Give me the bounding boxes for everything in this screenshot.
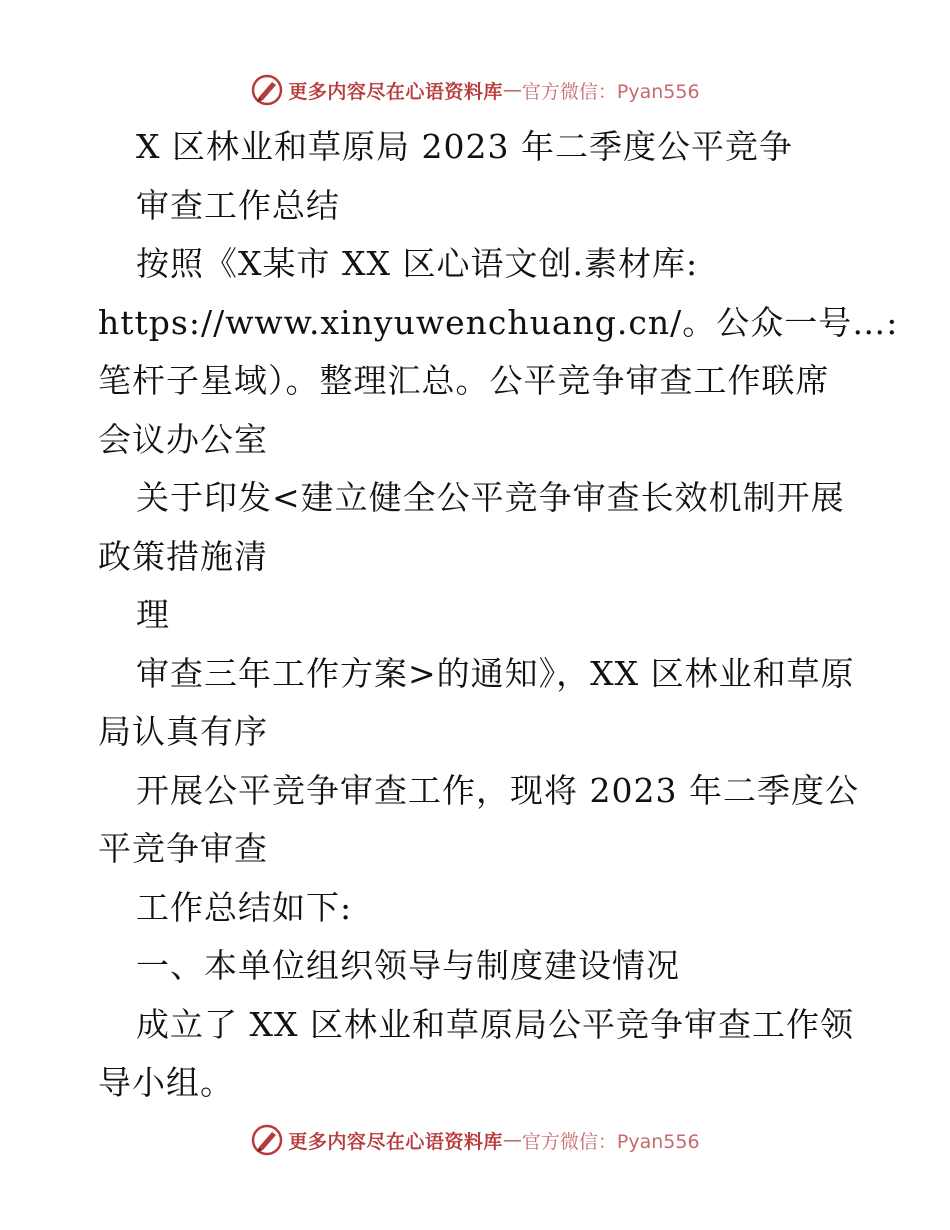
footer-banner (0, 1120, 950, 1160)
header-banner-wechat: 官方微信：Pyan556 (521, 80, 700, 103)
header-banner-text: 更多内容尽在心语资料库 (288, 80, 503, 103)
footer-banner-separator: — (502, 1129, 522, 1151)
doc-line: 成立了 XX 区林业和草原局公平竞争审查工作领 (136, 1004, 854, 1044)
doc-line: 开展公平竞争审查工作，现将 2023 年二季度公 (136, 770, 859, 810)
doc-line: 关于印发<建立健全公平竞争审查长效机制开展 (136, 478, 845, 517)
doc-line-url: https://www.xinyuwenchuang.cn/。公众一号…: (98, 302, 899, 342)
doc-line: 审查三年工作方案>的通知》，XX 区林业和草原 (136, 653, 855, 693)
document-body (98, 118, 899, 1113)
doc-line: 政策措施清 (98, 536, 268, 576)
doc-line: 笔杆子星域）。整理汇总。公平竞争审查工作联席 (98, 361, 830, 400)
doc-line: 会议办公室 (98, 419, 268, 459)
pen-logo-icon (250, 73, 284, 107)
doc-line: 按照《X某市 XX 区心语文创.素材库: (136, 244, 699, 283)
footer-banner-wechat: 官方微信：Pyan556 (521, 1130, 700, 1153)
doc-line: 局认真有序 (98, 712, 268, 751)
doc-line: 工作总结如下: (136, 887, 353, 927)
footer-banner-text: 更多内容尽在心语资料库 (288, 1130, 503, 1153)
section-heading: 一、本单位组织领导与制度建设情况 (136, 946, 680, 985)
doc-line: 导小组。 (98, 1063, 234, 1102)
header-banner-separator: — (502, 79, 522, 101)
doc-title-line-2: 审查工作总结 (136, 185, 340, 225)
pen-logo-icon (250, 1123, 284, 1157)
doc-title-line-1: X 区林业和草原局 2023 年二季度公平竞争 (136, 127, 793, 166)
header-banner (0, 70, 950, 110)
doc-line: 理 (136, 595, 170, 634)
doc-line: 平竞争审查 (98, 829, 268, 868)
